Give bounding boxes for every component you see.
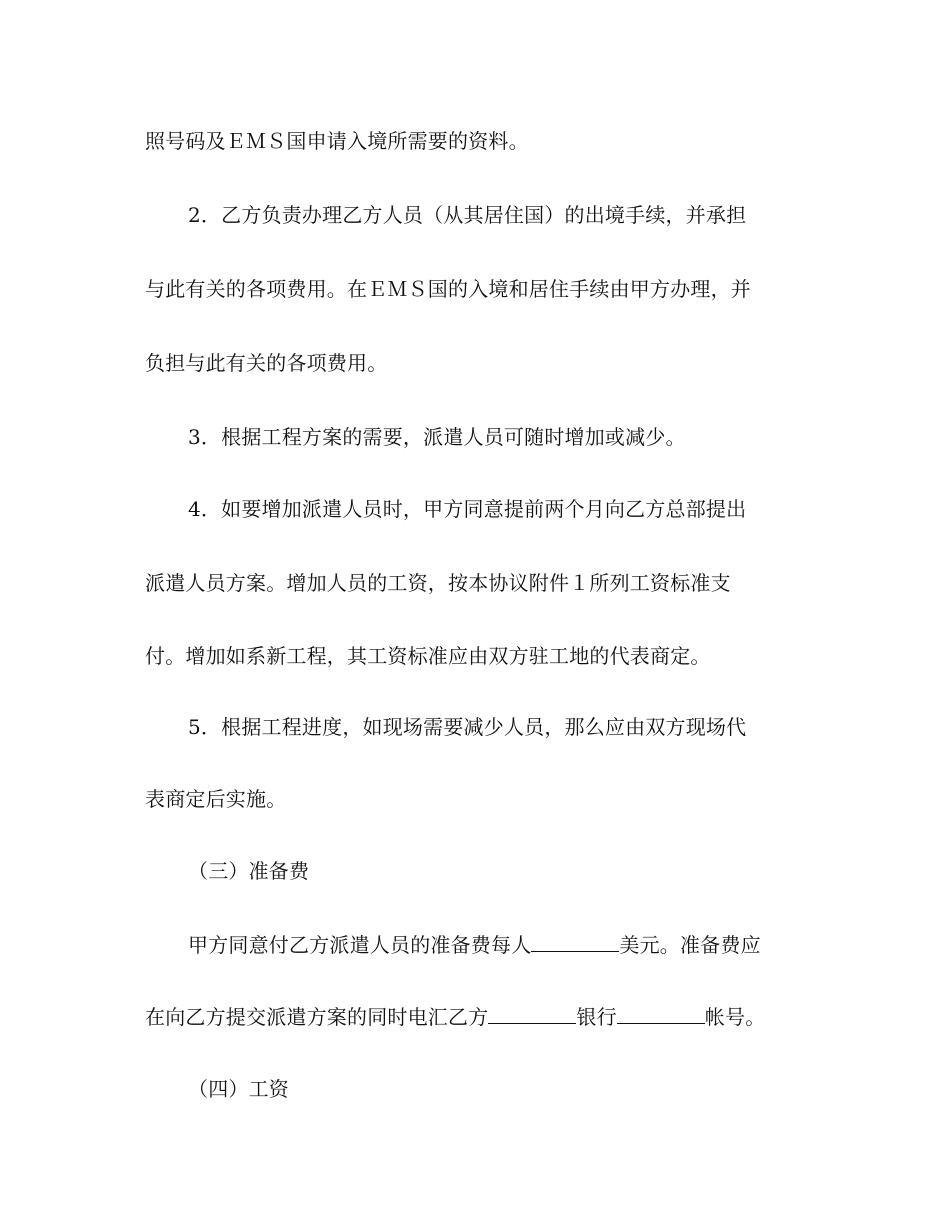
text-segment: 帐号。 [704,1005,766,1029]
text-line [145,1004,805,1030]
text-line: 表商定后实施。 [145,787,287,811]
text-line: 4．如要增加派遣人员时，甲方同意提前两个月向乙方总部提出 [188,497,747,521]
text-line: 2．乙方负责办理乙方人员（从其居住国）的出境手续，并承担 [188,203,747,227]
section-heading: （四）工资 [188,1077,289,1101]
fill-in-blank [617,1007,705,1024]
text-segment: 银行 [576,1005,617,1029]
text-line: 3．根据工程方案的需要，派遣人员可随时增加或减少。 [188,425,686,449]
fill-in-blank [531,935,619,952]
text-line: 5．根据工程进度，如现场需要减少人员，那么应由双方现场代 [188,715,747,739]
text-segment: 甲方同意付乙方派遣人员的准备费每人 [188,933,532,957]
text-line: 负担与此有关的各项费用。 [145,351,388,375]
text-segment: 美元。准备费应 [619,933,761,957]
text-line: 派遣人员方案。增加人员的工资，按本协议附件１所列工资标准支 [145,571,731,595]
text-line: 与此有关的各项费用。在ＥＭＳ国的入境和居住手续由甲方办理，并 [145,277,751,301]
text-line: 照号码及ＥＭＳ国申请入境所需要的资料。 [145,129,529,153]
text-line: 付。增加如系新工程，其工资标准应由双方驻工地的代表商定。 [145,644,711,668]
text-line [188,932,848,958]
section-heading: （三）准备费 [188,859,310,883]
text-segment: 在向乙方提交派遣方案的同时电汇乙方 [145,1005,489,1029]
fill-in-blank [488,1007,576,1024]
